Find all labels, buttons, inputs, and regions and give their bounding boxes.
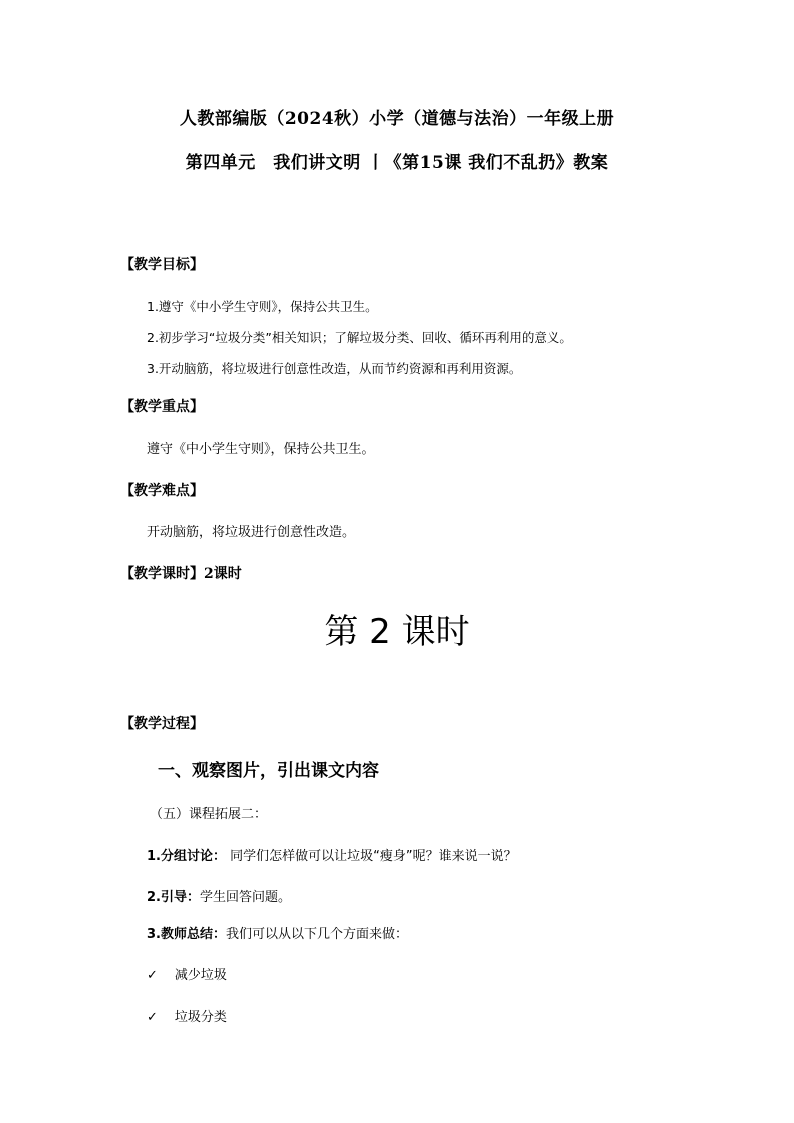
document-title-line1: 人教部编版（2024秋）小学（道德与法治）一年级上册: [179, 109, 615, 129]
process-step-3: [147, 923, 408, 942]
step-text: 我们可以从以下几个方面来做：: [225, 927, 408, 942]
step-label: 2.引导：: [147, 890, 200, 905]
difficulties-heading: 【教学难点】: [120, 483, 204, 499]
process-subsection: （五）课程拓展二：: [150, 807, 268, 822]
checklist-text: 减少垃圾: [174, 968, 227, 983]
objectives-heading: 【教学目标】: [120, 257, 204, 273]
step-label: 1.分组讨论：: [147, 849, 226, 864]
checklist-item: [147, 1006, 227, 1025]
objective-item-2: 2.初步学习“垃圾分类”相关知识；了解垃圾分类、回收、循环再利用的意义。: [147, 330, 572, 345]
document-title-line2: 第四单元 我们讲文明 丨《第15课 我们不乱扔》教案: [185, 153, 609, 173]
objective-item-3: 3.开动脑筋，将垃圾进行创意性改造，从而节约资源和再利用资源。: [147, 361, 522, 376]
key-points-text: 遵守《中小学生守则》，保持公共卫生。: [147, 442, 375, 457]
checklist-text: 垃圾分类: [174, 1010, 227, 1025]
process-section-title: 一、观察图片，引出课文内容: [158, 761, 379, 781]
checklist-item: [147, 964, 227, 983]
process-step-1: [147, 845, 517, 864]
step-text: 同学们怎样做可以让垃圾“瘦身”呢？谁来说一说？: [225, 849, 517, 864]
objective-item-1: 1.遵守《中小学生守则》，保持公共卫生。: [147, 299, 378, 314]
checkmark-icon: ✓: [147, 1010, 158, 1025]
lesson-title: 第 2 课时: [324, 612, 470, 652]
difficulties-text: 开动脑筋，将垃圾进行创意性改造。: [147, 525, 356, 540]
process-heading: 【教学过程】: [120, 716, 204, 732]
class-hours: 【教学课时】2课时: [120, 566, 242, 582]
key-points-heading: 【教学重点】: [120, 399, 204, 415]
checkmark-icon: ✓: [147, 968, 158, 983]
step-label: 3.教师总结：: [147, 927, 226, 942]
process-step-2: [147, 886, 291, 905]
step-text: 学生回答问题。: [199, 890, 291, 905]
